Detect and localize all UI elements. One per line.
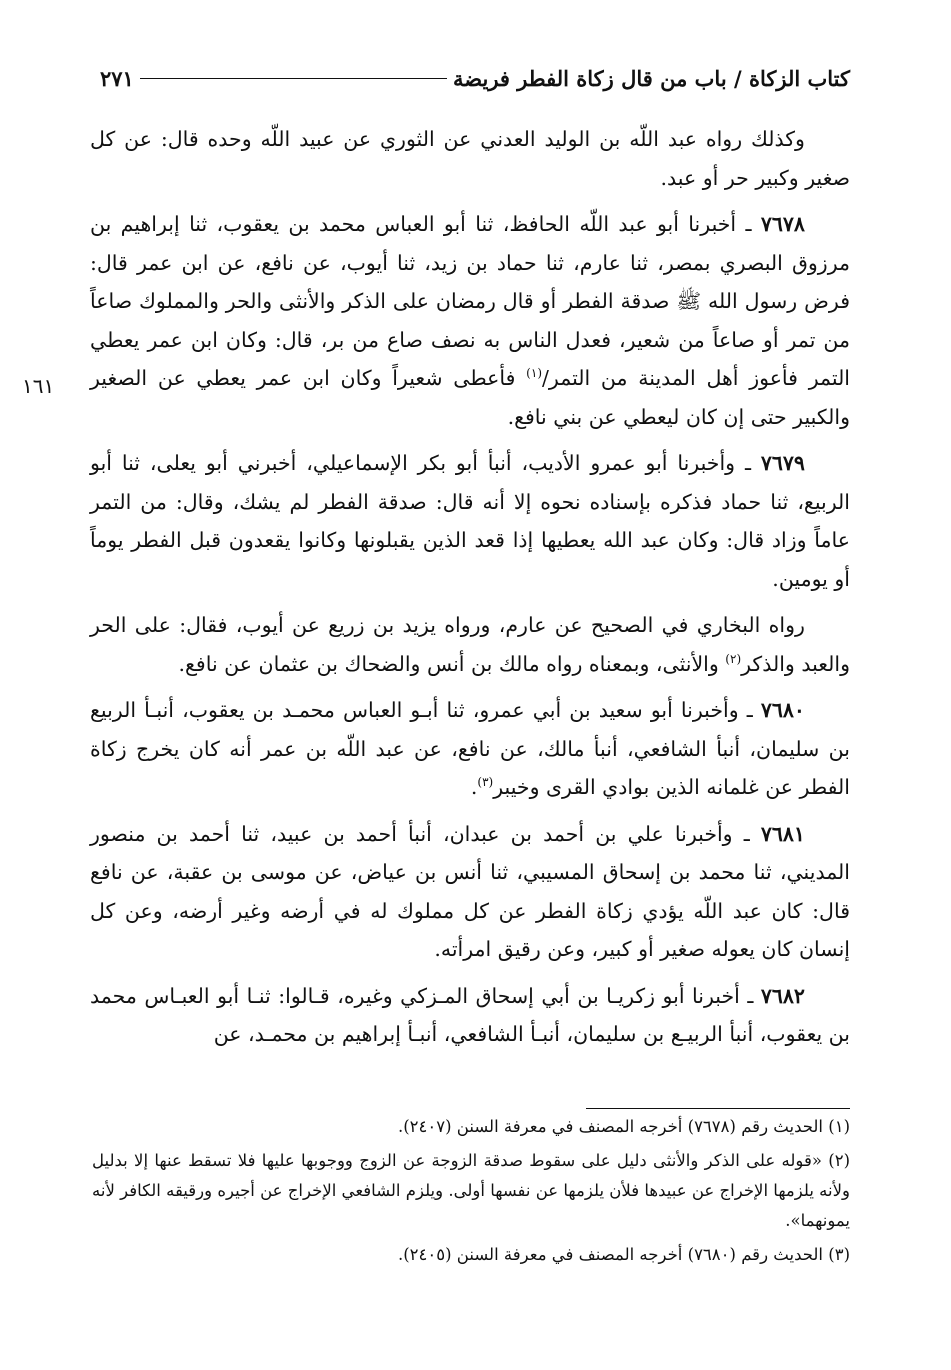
hadith-number: ٧٦٧٨: [760, 212, 805, 236]
margin-page-reference: ١٦١: [22, 374, 55, 398]
page-number: ٢٧١: [100, 65, 134, 91]
paragraph-text: ـ وأخبرنا أبو سعيد بن أبي عمرو، ثنا أبـو العباس محمـد بن يعقوب، أنبـأ الربيع بن سليمان، أنبأ الشافعي، أنبأ مالك، عن نافع، عن عبد اللّه بن عمر أنه كان يخرج زكاة الفطر عن غلمانه الذين بوادي القرى وخيبر: [90, 698, 850, 799]
running-title: كتاب الزكاة / باب من قال زكاة الفطر فريضة: [453, 65, 850, 91]
footnote-separator: [586, 1108, 850, 1109]
footnote-ref: (١): [526, 366, 542, 381]
hadith-number: ٧٦٨١: [760, 821, 805, 846]
footnote-ref: (٢): [725, 651, 742, 666]
footnote-text: الحديث رقم (٧٦٨٠) أخرجه المصنف في معرفة السنن (٢٤٠٥).: [397, 1245, 823, 1264]
hadith-paragraph: [90, 444, 850, 598]
footnote: [92, 1146, 850, 1236]
footnote-marker: (٣): [828, 1245, 850, 1264]
paragraph-text: ـ وأخبرنا علي بن أحمد بن عبدان، أنبأ أحمد بن عبيد، ثنا أحمد بن منصور المديني، ثنا محمد بن إسحاق المسيبي، ثنا أنس بن عياض، عن موسى بن عقبة، عن نافع قال: كان عبد اللّه يؤدي زكاة الفطر عن كل مملوك له في أرضه وغير أرضه، وعن كل إنسان كان يعوله صغير أو كبير، وعن رقيق امرأته.: [90, 821, 850, 961]
paragraph-text-cont: .: [470, 775, 478, 799]
paragraph: [90, 606, 850, 683]
paragraph-text-cont: والأنثى، وبمعناه رواه مالك بن أنس والضحاك بن عثمان عن نافع.: [178, 651, 726, 676]
footnote-marker: (١): [828, 1117, 850, 1136]
hadith-number: ٧٦٨٠: [760, 698, 805, 722]
main-text: [90, 120, 850, 1062]
footnote: [92, 1112, 850, 1142]
paragraph-text: ـ وأخبرنا أبو عمرو الأديب، أنبأ أبو بكر الإسماعيلي، أخبرني أبو يعلى، ثنا أبو الربيع، ثنا حماد فذكره بإسناده نحوه إلا أنه قال: صدقة الفطر لم يشك، وقال: من التمر عاماً وزاد قال: وكان عبد الله يعطيها إذا قعد الذين يقبلونها وكانوا يقعدون قبل الفطر يوماً أو يومين.: [90, 451, 850, 591]
header-rule: [140, 78, 447, 79]
hadith-paragraph: [90, 691, 850, 807]
paragraph-text: وكذلك رواه عبد اللّه بن الوليد العدني عن الثوري عن عبيد اللّه وحده قال: عن كل صغير وكبير حر أو عبد.: [90, 127, 850, 190]
footnote-marker: (٢): [828, 1151, 850, 1170]
hadith-paragraph: [90, 815, 850, 969]
paragraph: [90, 120, 850, 197]
paragraph-text: رواه البخاري في الصحيح عن عارم، ورواه يزيد بن زريع عن أيوب، فقال: على الحر والعبد والذكر: [90, 613, 850, 676]
footnote-ref: (٣): [477, 775, 494, 790]
footnote-text: الحديث رقم (٧٦٧٨) أخرجه المصنف في معرفة السنن (٢٤٠٧).: [397, 1117, 823, 1136]
footnote: [92, 1240, 850, 1270]
footnotes: [92, 1112, 850, 1274]
hadith-paragraph: [90, 205, 850, 436]
footnote-text: «قوله على الذكر والأنثى دليل على سقوط صدقة الزوجة عن الزوج ووجوبها عليها فلا تسقط عنها إلا بدليل ولأنه يلزمها الإخراج عن عبيدها فلأن يلزمها عن نفسها أولى. ويلزم الشافعي الإخراج عن أجيره ورقيقه الكافر لأنه يمونهما».: [92, 1151, 850, 1230]
page-header: [100, 58, 850, 98]
hadith-number: ٧٦٧٩: [760, 451, 805, 475]
hadith-number: ٧٦٨٢: [760, 983, 805, 1008]
paragraph-text: ـ أخبرنا أبو عبد اللّه الحافظ، ثنا أبو العباس محمد بن يعقوب، ثنا إبراهيم بن مرزوق البصري بمصر، ثنا عارم، ثنا حماد بن زيد، ثنا أيوب، عن نافع، عن ابن عمر قال: فرض رسول الله ﷺ صدقة الفطر أو قال رمضان على الذكر والأنثى والحر والمملوك صاعاً من تمر أو صاعاً من شعير، فعدل الناس به نصف صاع من بر، قال: وكان ابن عمر يعطي التمر فأعوز أهل المدينة من التمر/: [90, 212, 851, 390]
hadith-paragraph: [90, 977, 850, 1054]
paragraph-text: ـ أخبرنا أبو زكريـا بن أبي إسحاق المـزكي وغيره، قـالوا: ثنـا أبو العبـاس محمد بن يعقوب، أنبأ الربيـع بن سليمان، أنبـأ الشافعي، أنبـأ إبراهيم بن محمـد، عن: [90, 983, 850, 1046]
paragraph-text-cont: فأعطى شعيراً وكان ابن عمر يعطي عن الصغير والكبير حتى إن كان ليعطي عن بني نافع.: [90, 366, 850, 429]
